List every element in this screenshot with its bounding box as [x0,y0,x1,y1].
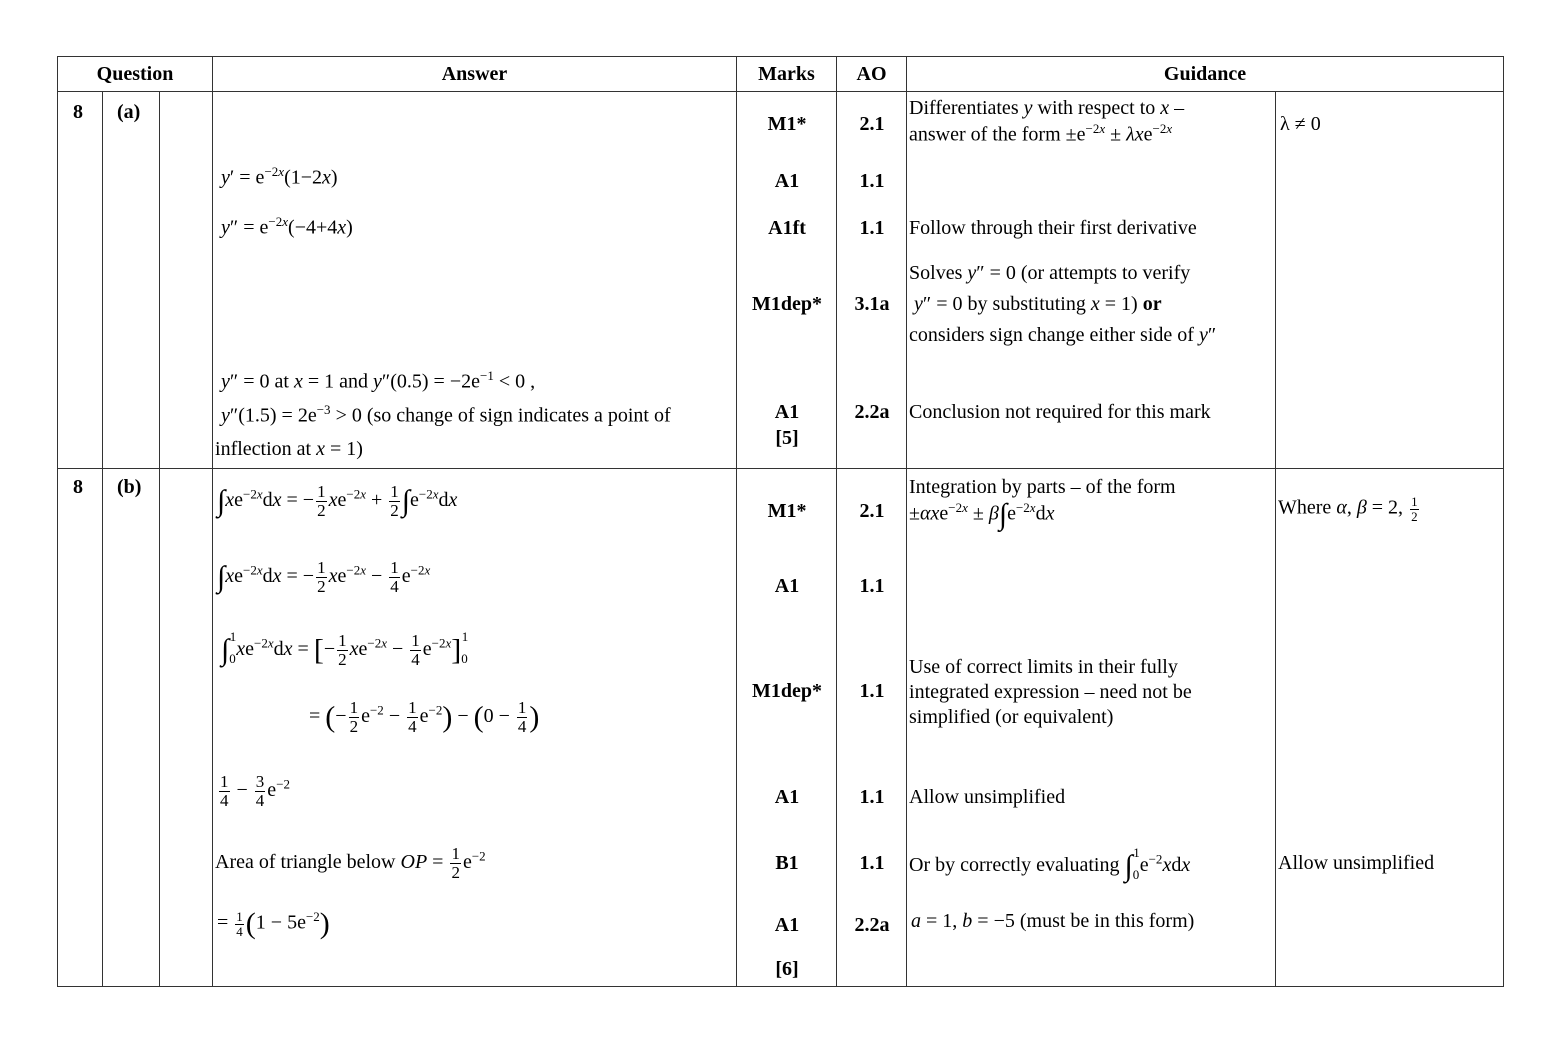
part-b-final-answer: = $\frac{1}{4}$ $(1 - 5e^{-2})$ [217,907,330,941]
part-b-integrated: $\int xe^{-2x}dx$ = − $\frac{1}{2}$ $xe^{-2x}$ − $\frac{1}{4}$ $e^{-2x}$ [217,558,431,596]
part-a-part-cell [103,92,160,469]
part-b-mark-5: B1 [775,852,799,874]
part-b-part-label: (b) [117,476,142,498]
part-a-lambda-condition: λ ≠ 0 [1280,113,1321,135]
part-b-mark-4: A1 [774,786,800,808]
part-b-ao-6: 2.2a [854,914,890,936]
part-b-guidance-3: Use of correct limits in their fully integrated expression – need not be simplified (or equivalent) [909,656,1192,728]
part-b-evaluated: = (− $\frac{1}{2}$ $e^{-2}$ − $\frac{1}{4}$ $e^{-2}) - (0$ − $\frac{1}{4}$ ) [309,698,540,736]
part-b-simplified: $\frac{1}{4}$ − $\frac{3}{4}$ $e^{-2}$ [220,772,291,810]
part-a-answer-cell [213,92,737,469]
part-b-ao-1: 2.1 [859,500,885,522]
part-b-ao-3: 1.1 [859,680,885,702]
part-a-mark-5: A1 [774,401,800,423]
part-a-question-number-cell [58,92,103,469]
part-a-mark-1: M1* [767,113,807,135]
part-b-ao-2: 1.1 [859,575,885,597]
part-a-sub-cell [160,92,213,469]
part-a-total: [5] [775,427,799,449]
part-a-question-number: 8 [73,101,83,123]
part-b-ao-cell [837,469,907,987]
part-b-guidance-1: Integration by parts – of the form $\pm\alpha xe^{-2x} \pm \beta\int e^{-2x}dx$ [909,476,1176,532]
header-row [58,57,1504,92]
part-a-ao-3: 1.1 [859,217,885,239]
part-a-inflection-line3: inflection at x = 1) [215,438,363,460]
part-a-ao-2: 1.1 [859,170,885,192]
header-ao: AO [837,57,907,92]
part-a-first-derivative: $y' = e^{-2x}(1-2x)$ [221,164,338,189]
part-b-guidance-cell [907,469,1276,987]
part-b-marks-cell [737,469,837,987]
part-b-question-number-cell [58,469,103,987]
part-b-limits: $\int_0^1xe^{-2x}dx$ = [− $\frac{1}{2}$ $xe^{-2x}$ − $\frac{1}{4}$ $e^{-2x}]_0^1$ [221,629,469,669]
part-a-ao-1: 2.1 [859,113,885,135]
part-a-guidance-1: Differentiates y with respect to x – answer of the form $\pm e^{-2x} \pm \lambda xe^{-2x}$ [909,97,1185,146]
part-b-guidance-6: a = 1, b = −5 (must be in this form) [911,910,1195,932]
part-a-guidance-5: Conclusion not required for this mark [909,401,1211,423]
header-guidance: Guidance [907,57,1504,92]
part-b-alpha-beta: Where α, β = 2, $\frac{1}{2}$ [1278,494,1418,524]
part-a-inflection-line2: $y''(1.5) = 2e^{-3} > 0$ (so change of sign indicates a point of [221,402,671,427]
mark-scheme-table [57,56,1503,988]
part-b-ao-4: 1.1 [859,786,885,808]
part-a-mark-3: A1ft [768,217,806,239]
part-b-guidance-extra-cell [1276,469,1504,987]
part-a-ao-5: 2.2a [854,401,890,423]
part-b-part-cell [103,469,160,987]
part-a-inflection-line1: y″ = 0 at x = 1 and $y''(0.5) = -2e^{-1} < 0$ , [221,368,536,393]
header-answer: Answer [213,57,737,92]
part-b-ao-5: 1.1 [859,852,885,874]
part-b-triangle-area: Area of triangle below OP = $\frac{1}{2}$ $e^{-2}$ [215,844,486,882]
part-b-answer-cell [213,469,737,987]
part-a-mark-2: A1 [774,170,800,192]
part-b-guidance-5: Or by correctly evaluating $\int_0^1e^{-2}xdx$ [909,845,1191,883]
part-a-ao-cell [837,92,907,469]
part-b-by-parts: $\int xe^{-2x}dx$ = − $\frac{1}{2}$ $xe^{-2x}$ + $\frac{1}{2}$ $\int e^{-2x}dx$ [217,482,458,520]
part-a-ao-4: 3.1a [854,293,890,315]
part-a-guidance-extra-cell [1276,92,1504,469]
part-b-total: [6] [775,958,799,980]
part-a-guidance-4: Solves y″ = 0 (or attempts to verify y″ = 0 by substituting x = 1) or considers sign change either side of y″ [909,262,1217,346]
part-a-second-derivative: $y'' = e^{-2x}(-4+4x)$ [221,214,353,239]
part-b-mark-2: A1 [774,575,800,597]
header-marks: Marks [737,57,837,92]
part-b-guidance-5-extra: Allow unsimplified [1278,852,1435,874]
part-b-mark-1: M1* [767,500,807,522]
part-b-mark-3: M1dep* [752,680,823,702]
part-a-guidance-3: Follow through their first derivative [909,217,1197,239]
part-a-guidance-cell [907,92,1276,469]
part-b-sub-cell [160,469,213,987]
part-b-mark-6: A1 [774,914,800,936]
part-a-part-label: (a) [117,101,141,123]
header-question: Question [58,57,213,92]
part-a-marks-cell [737,92,837,469]
part-a-mark-4: M1dep* [752,293,823,315]
part-b-row [58,469,1504,987]
part-a-row [58,92,1504,469]
part-b-guidance-4: Allow unsimplified [909,786,1066,808]
part-b-question-number: 8 [73,476,83,498]
